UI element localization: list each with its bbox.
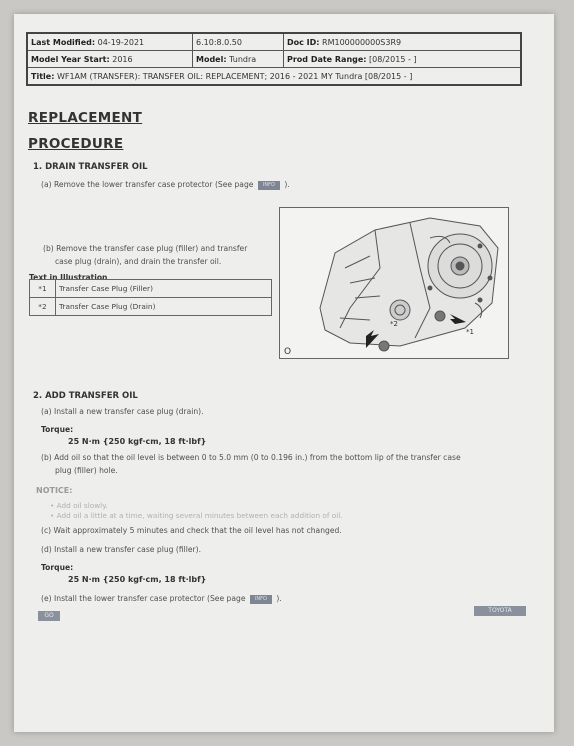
legend-num: *1 — [30, 280, 56, 298]
transfer-case-drawing — [280, 208, 508, 358]
text-in-illustration-label: Text in Illustration — [29, 273, 108, 282]
step2-b-line1: (b) Add oil so that the oil level is between 0 to 5.0 mm (0 to 0.196 in.) from the bottom lip of the transfer case — [41, 453, 461, 462]
notice-heading: NOTICE: — [36, 486, 73, 495]
transfer-case-illustration — [279, 207, 509, 359]
step1-a: (a) Remove the lower transfer case protector (See page INFO ). — [41, 180, 290, 189]
see-page-button[interactable]: INFO — [258, 181, 280, 190]
legend-label: Transfer Case Plug (Drain) — [56, 298, 272, 316]
legend-row — [30, 280, 272, 298]
prod-range-cell: Prod Date Range: [08/2015 - ] — [284, 51, 522, 68]
step2-a: (a) Install a new transfer case plug (drain). — [41, 407, 204, 416]
callout-2: *2 — [390, 320, 398, 328]
torque2-value: 25 N·m {250 kgf·cm, 18 ft·lbf} — [68, 575, 207, 584]
doc-id-cell: Doc ID: RM100000000S3R9 — [284, 33, 522, 51]
legend-label: Transfer Case Plug (Filler) — [56, 280, 272, 298]
procedure-heading: PROCEDURE — [28, 136, 124, 152]
step2-d: (d) Install a new transfer case plug (filler). — [41, 545, 201, 554]
illustration-legend — [29, 279, 272, 316]
see-page-button[interactable]: INFO — [250, 595, 272, 604]
title-cell: Title: WF1AM (TRANSFER): TRANSFER OIL: REPLACEMENT; 2016 - 2021 MY Tundra [08/2015 - ] — [27, 68, 521, 86]
back-button[interactable]: GO — [38, 611, 60, 621]
notice-bullet: • Add oil slowly. — [50, 501, 108, 510]
replacement-heading: REPLACEMENT — [28, 110, 143, 126]
torque2-label: Torque: — [41, 563, 74, 572]
step2-b-line2: plug (filler) hole. — [55, 466, 118, 475]
header-table — [26, 32, 522, 86]
step1-b-line1: (b) Remove the transfer case plug (filler) and transfer — [43, 244, 248, 253]
callout-1: *1 — [466, 328, 474, 336]
step2-c: (c) Wait approximately 5 minutes and check that the oil level has not changed. — [41, 526, 342, 535]
notice-bullet: • Add oil a little at a time, waiting several minutes between each addition of oil. — [50, 511, 343, 520]
model-year-cell: Model Year Start: 2016 — [27, 51, 193, 68]
toyota-logo: TOYOTA — [474, 606, 526, 616]
torque-label: Torque: — [41, 425, 74, 434]
torque-value: 25 N·m {250 kgf·cm, 18 ft·lbf} — [68, 437, 207, 446]
step1-title: 1. DRAIN TRANSFER OIL — [33, 162, 148, 172]
model-cell: Model: Tundra — [193, 51, 284, 68]
step2-title: 2. ADD TRANSFER OIL — [33, 391, 138, 401]
illustration-corner-mark: O — [284, 347, 292, 357]
last-modified-cell: Last Modified: 04-19-2021 — [27, 33, 193, 51]
step1-b-line2: case plug (drain), and drain the transfer oil. — [55, 257, 222, 266]
step2-e: (e) Install the lower transfer case protector (See page INFO ). — [41, 594, 282, 603]
legend-row — [30, 298, 272, 316]
legend-num: *2 — [30, 298, 56, 316]
version-cell: 6.10:8.0.50 — [193, 33, 284, 51]
